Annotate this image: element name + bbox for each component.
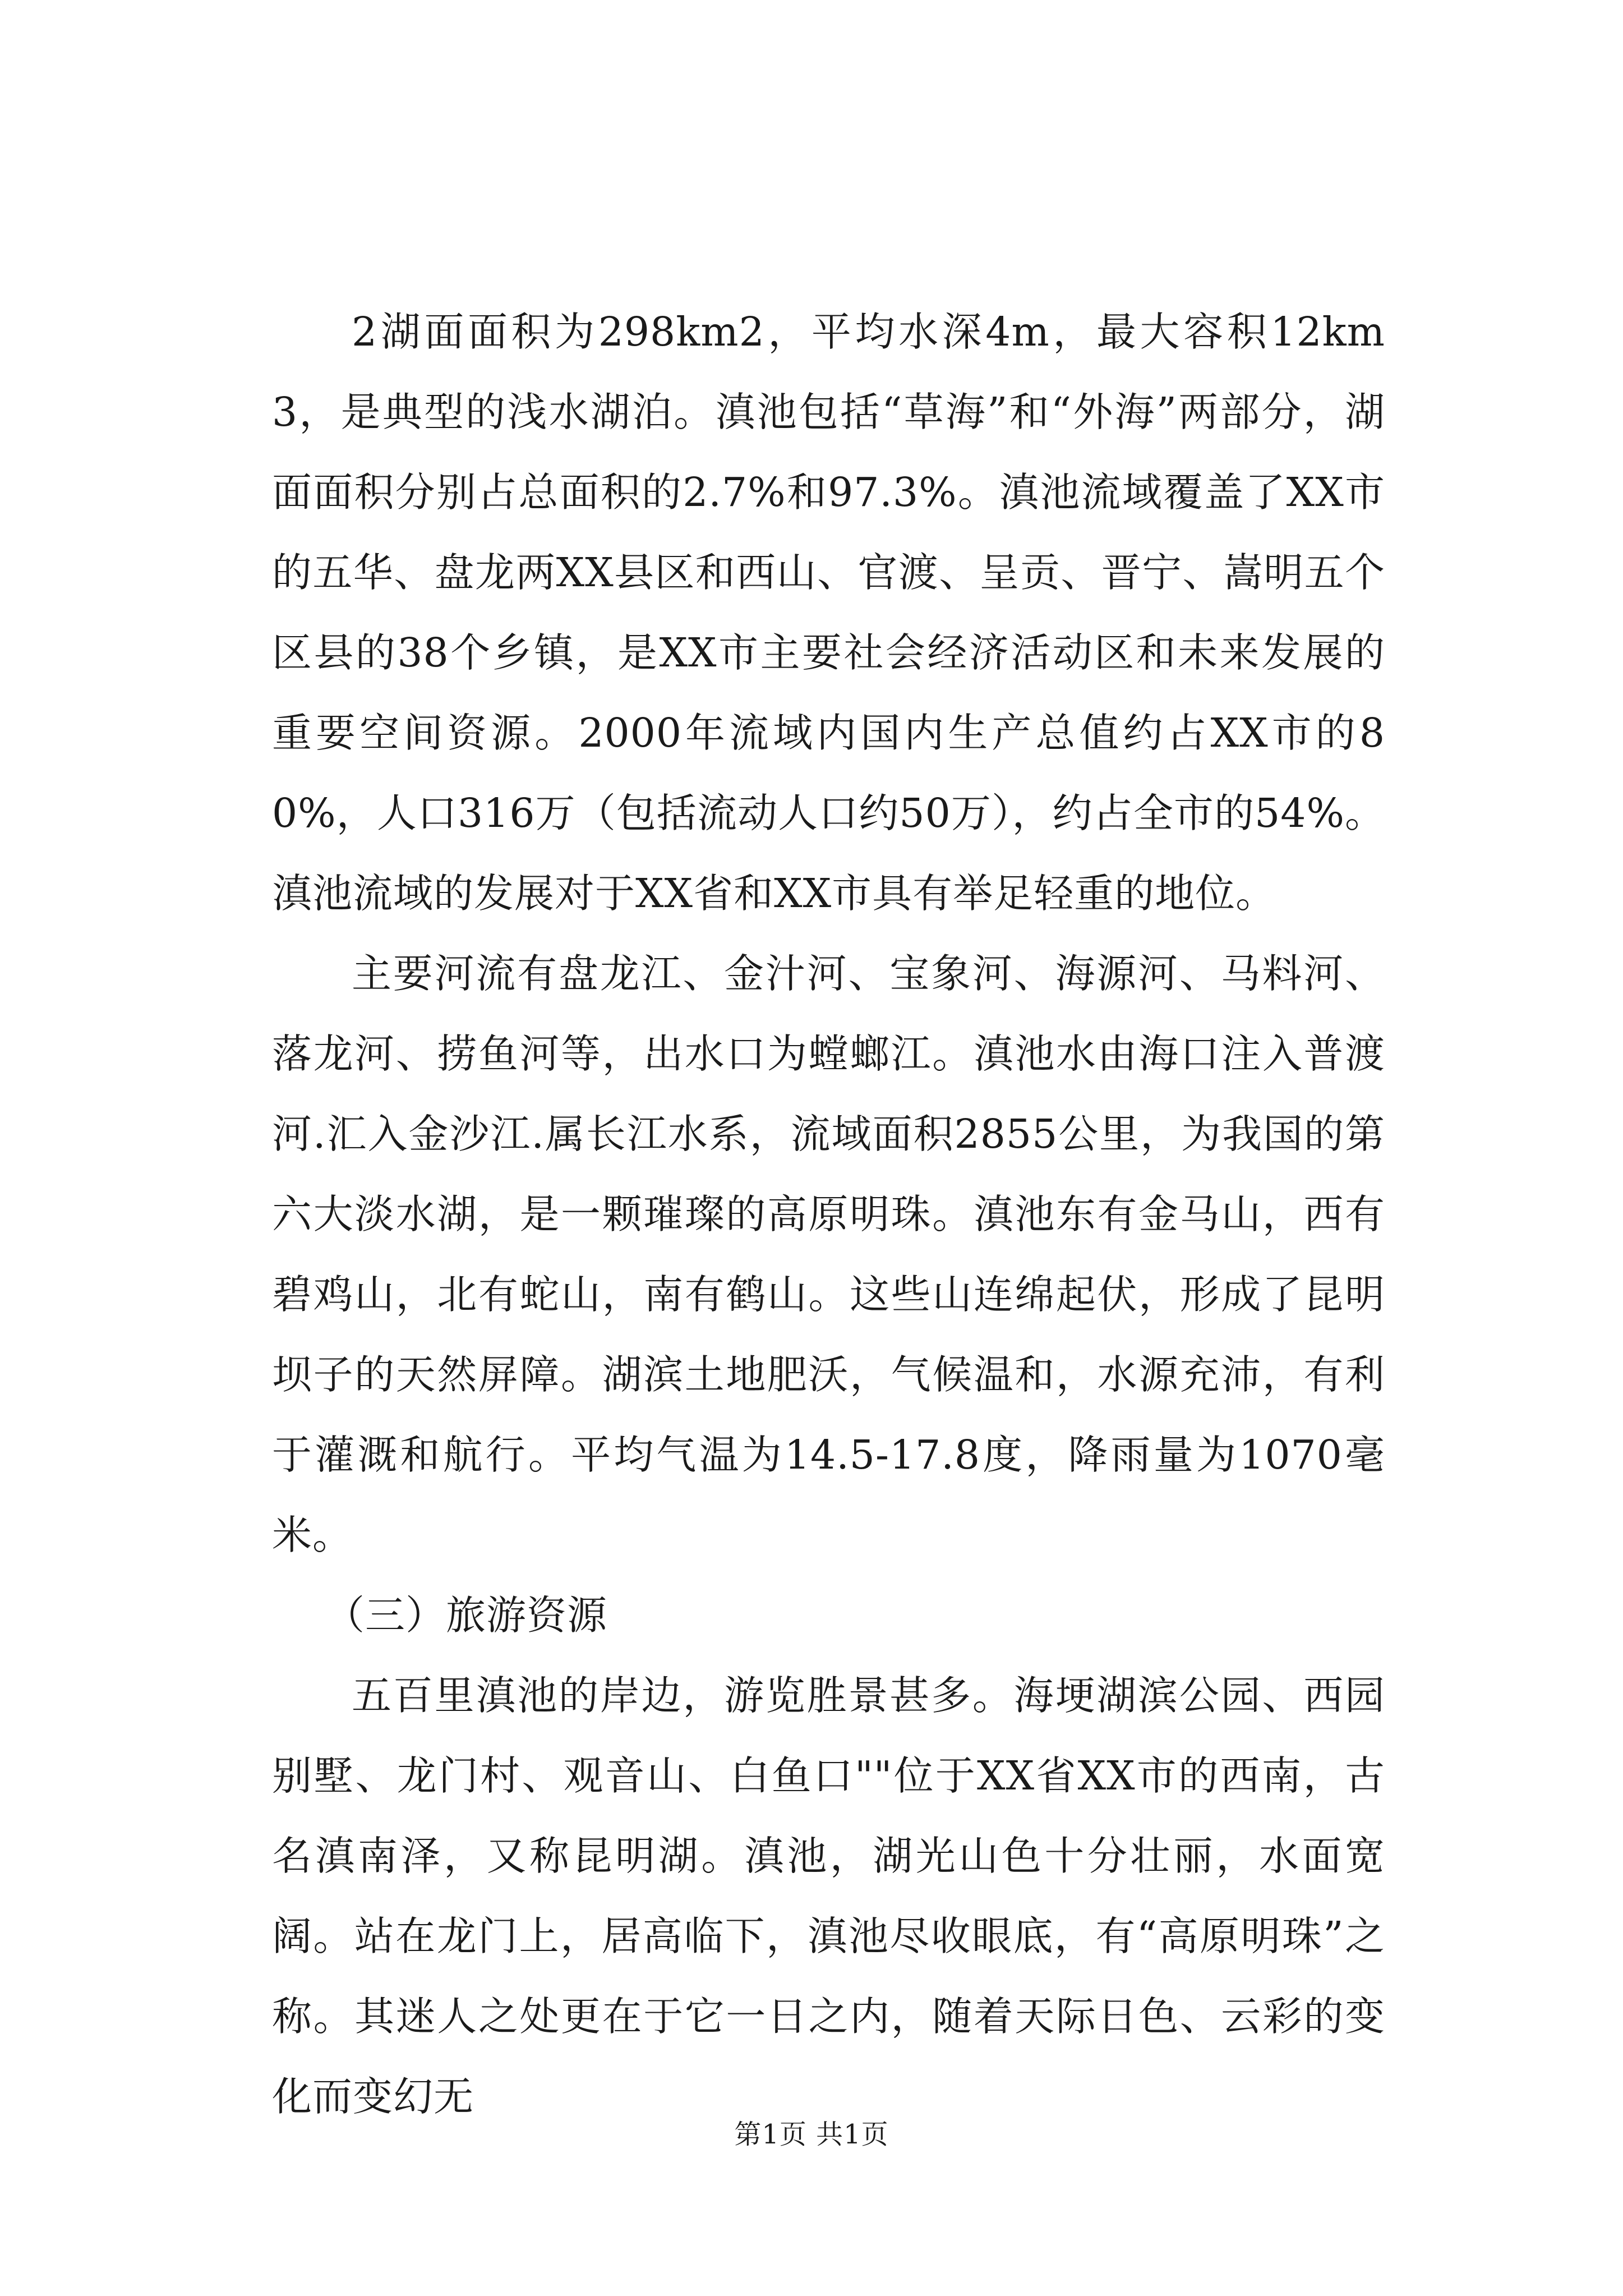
document-body — [272, 292, 1385, 2137]
page-number-footer: 第1页 共1页 — [734, 2119, 889, 2150]
paragraph-lake-overview: 2湖面面积为298km2，平均水深4m，最大容积12km3，是典型的浅水湖泊。滇池包括“草海”和“外海”两部分，湖面面积分别占总面积的2.7%和97.3%。滇池流域覆盖了XX市的五华、盘龙两XX县区和西山、官渡、呈贡、晋宁、嵩明五个区县的38个乡镇，是XX市主要社会经济活动区和未来发展的重要空间资源。2000年流域内国内生产总值约占XX市的80%，人口316万（包括流动人口约50万），约占全市的54%。滇池流域的发展对于XX省和XX市具有举足轻重的地位。 — [272, 309, 1385, 917]
section-heading-tourism: （三）旅游资源 — [325, 1592, 608, 1639]
paragraph-tourism: 五百里滇池的岸边，游览胜景甚多。海埂湖滨公园、西园别墅、龙门村、观音山、白鱼口""位于XX省XX市的西南，古名滇南泽，又称昆明湖。滇池，湖光山色十分壮丽，水面宽阔。站在龙门上，居高临下，滇池尽收眼底，有“高原明珠”之称。其迷人之处更在于它一日之内，随着天际日色、云彩的变化而变幻无 — [272, 1672, 1385, 2120]
paragraph-rivers-geography: 主要河流有盘龙江、金汁河、宝象河、海源河、马料河、落龙河、捞鱼河等，出水口为螳螂江。滇池水由海口注入普渡河.汇入金沙江.属长江水系，流域面积2855公里，为我国的第六大淡水湖，是一颗璀璨的高原明珠。滇池东有金马山，西有碧鸡山，北有蛇山，南有鹤山。这些山连绵起伏，形成了昆明坝子的天然屏障。湖滨土地肥沃，气候温和，水源充沛，有利于灌溉和航行。平均气温为14.5-17.8度，降雨量为1070毫米。 — [272, 950, 1385, 1558]
